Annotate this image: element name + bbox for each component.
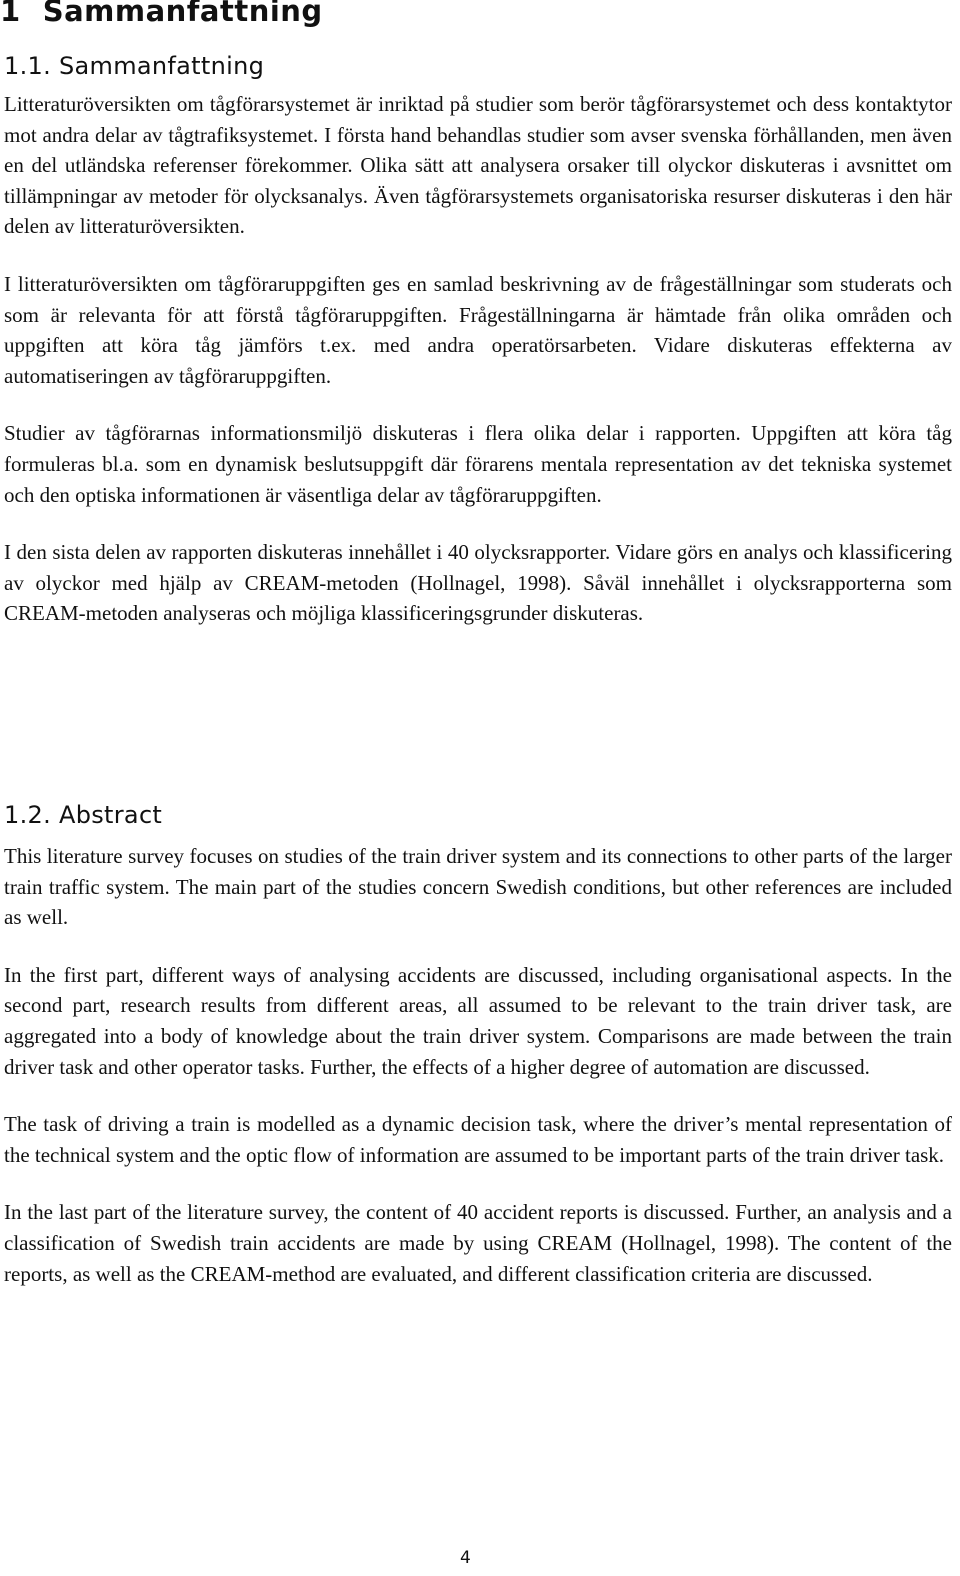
chapter-title: Sammanfattning (42, 0, 323, 28)
section-heading-sammanfattning (4, 52, 264, 80)
chapter-heading (0, 0, 323, 28)
paragraph: This literature survey focuses on studies of the train driver system and its connections to other parts of the larger train traffic system. The main part of the studies concern Swedish conditions, but other references are included as well. (4, 844, 952, 930)
paragraph: I litteraturöversikten om tågföraruppgiften ges en samlad beskrivning av de frågeställningar som studerats och som är relevanta för att förstå tågföraruppgiften. Frågeställningarna är hämtade från olika områden och uppgiften att köra tåg jämförs t.ex. med andra operatörsarbeten. Vidare diskuteras effekterna av automatiseringen av tågföraruppgiften. (4, 271, 952, 388)
paragraph: In the last part of the literature survey, the content of 40 accident reports is discussed. Further, an analysis and a classification of Swedish train accidents are made by using CREAM (Hollnagel, 1998). The content of the reports, as well as the CREAM-method are evaluated, and different classification criteria are discussed. (4, 1200, 952, 1286)
abstract-body (4, 841, 952, 1289)
chapter-number: 1 (0, 0, 21, 28)
section-heading-abstract (4, 801, 162, 829)
section-title: Abstract (59, 801, 163, 829)
paragraph: I den sista delen av rapporten diskuteras innehållet i 40 olycksrapporter. Vidare görs en analys och klassificering av olyckor med hjälp av CREAM-metoden (Hollnagel, 1998). Såväl innehållet i olycksrapporterna som CREAM-metoden analyseras och möjliga klassificeringsgrunder diskuteras. (4, 540, 952, 626)
page-number: 4 (460, 1548, 471, 1568)
section-number: 1.1. (4, 52, 51, 80)
paragraph: In the first part, different ways of analysing accidents are discussed, including organisational aspects. In the second part, research results from different areas, all assumed to be relevant to the train driver task, are aggregated into a body of knowledge about the train driver system. Comparisons are made between the train driver task and other operator tasks. Further, the effects of a higher degree of automation are discussed. (4, 962, 952, 1079)
section-number: 1.2. (4, 801, 51, 829)
paragraph: The task of driving a train is modelled as a dynamic decision task, where the driver’s mental representation of the technical system and the optic flow of information are assumed to be important parts of the train driver task. (4, 1112, 952, 1167)
paragraph: Litteraturöversikten om tågförarsystemet är inriktad på studier som berör tågförarsystemet och dess kontaktytor mot andra delar av tågtrafiksystemet. I första hand behandlas studier som avser svenska förhållanden, men även en del utländska referenser förekommer. Olika sätt att analysera orsaker till olyckor diskuteras i avsnittet om tillämpningar av metoder för olycksanalys. Även tågförarsystemets organisatoriska resurser diskuteras i den här delen av litteraturöversikten. (4, 92, 952, 239)
section-title: Sammanfattning (59, 52, 265, 80)
paragraph: Studier av tågförarnas informationsmiljö diskuteras i flera olika delar i rapporten. Uppgiften att köra tåg formuleras bl.a. som en dynamisk beslutsuppgift där förarens mentala representation av det tekniska systemet och den optiska informationen är väsentliga delar av tågföraruppgiften. (4, 421, 952, 507)
sammanfattning-body (4, 89, 952, 629)
